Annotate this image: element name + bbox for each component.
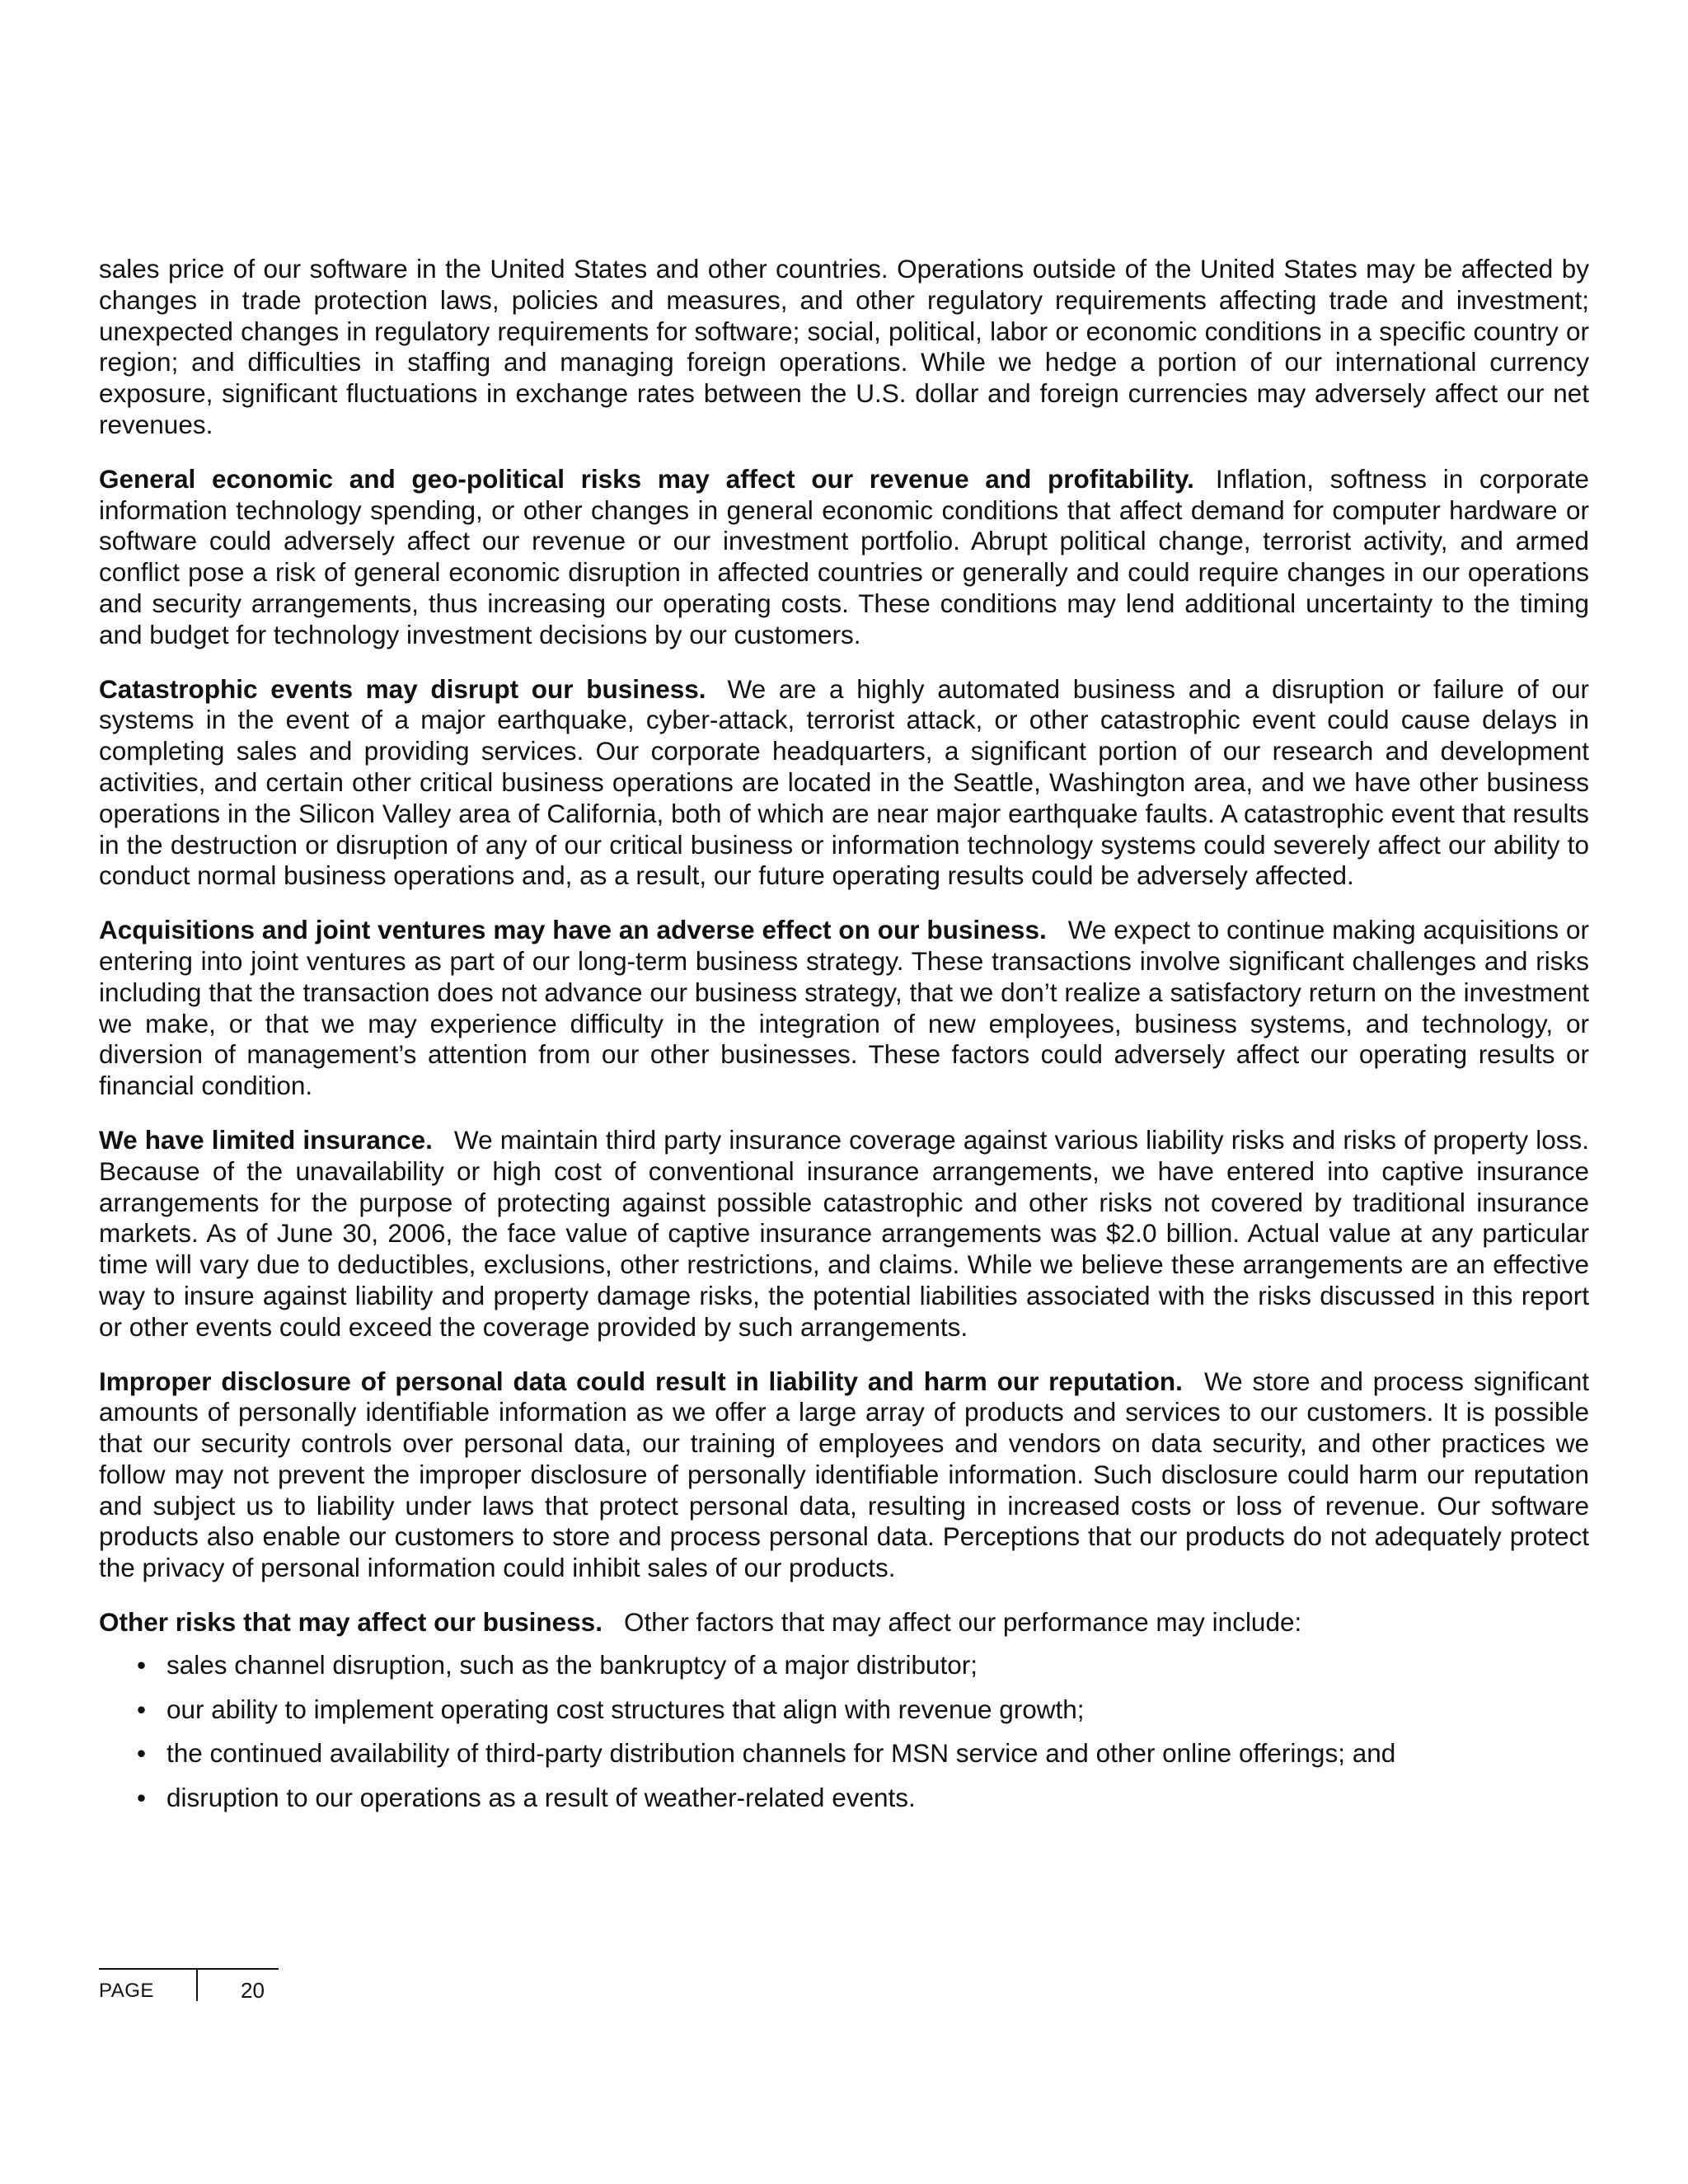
bullet-icon: •: [137, 1738, 147, 1769]
paragraph-text: We store and process significant amounts of personally identifiable information as we offer a large array of products and services to our customers. It is possible that our security controls over personal data, our training of employees and vendors on data security, and other practices we follow may not prevent the improper disclosure of personally identifiable information. Such disclosure could harm our reputation and subject us to liability under laws that protect personal data, resulting in increased costs or loss of revenue. Our software products also enable our customers to store and process personal data. Perceptions that our products do not adequately protect the privacy of personal information could inhibit sales of our products.: [99, 1366, 1589, 1583]
bullet-icon: •: [137, 1694, 147, 1724]
list-item-text: our ability to implement operating cost structures that align with revenue growth;: [166, 1694, 1085, 1724]
paragraph-other-risks: [99, 1607, 1589, 1638]
paragraph-heading: We have limited insurance.: [99, 1124, 433, 1155]
paragraph-text: sales price of our software in the United States and other countries. Operations outside of the United States may be affected by changes in trade protection laws, policies and measures, and other regulatory requirements affecting trade and investment; unexpected changes in regulatory requirements for software; social, political, labor or economic conditions in a specific country or region; and difficulties in staffing and managing foreign operations. While we hedge a portion of our international currency exposure, significant fluctuations in exchange rates between the U.S. dollar and foreign currencies may adversely affect our net revenues.: [99, 254, 1589, 439]
list-item-text: disruption to our operations as a result of weather-related events.: [166, 1783, 916, 1813]
bullet-icon: •: [137, 1783, 147, 1813]
paragraph-catastrophic-events: [99, 674, 1589, 893]
paragraph-economic-risks: [99, 464, 1589, 651]
paragraph-heading: Acquisitions and joint ventures may have an adverse effect on our business.: [99, 915, 1047, 945]
paragraph-personal-data: [99, 1366, 1589, 1585]
paragraph-text: Other factors that may affect our performance may include:: [623, 1607, 1302, 1638]
paragraph-heading: Other risks that may affect our business.: [99, 1607, 603, 1638]
footer-page-label: PAGE: [99, 1980, 154, 2002]
list-item: [137, 1738, 1589, 1769]
paragraph-intro: [99, 254, 1589, 441]
list-item-text: sales channel disruption, such as the bankruptcy of a major distributor;: [166, 1649, 978, 1680]
paragraph-acquisitions: [99, 915, 1589, 1102]
paragraph-text: We maintain third party insurance coverage against various liability risks and risks of property loss. Because of the unavailability or high cost of conventional insurance arrangements, we have entered into captive insurance arrangements for the purpose of protecting against possible catastrophic and other risks not covered by traditional insurance markets. As of June 30, 2006, the face value of captive insurance arrangements was $2.0 billion. Actual value at any particular time will vary due to deductibles, exclusions, other restrictions, and claims. While we believe these arrangements are an effective way to insure against liability and property damage risks, the potential liabilities associated with the risks discussed in this report or other events could exceed the coverage provided by such arrangements.: [99, 1124, 1589, 1342]
list-item: [137, 1650, 1589, 1681]
paragraph-limited-insurance: [99, 1125, 1589, 1343]
footer-rule: [99, 1968, 279, 1970]
footer-page-number: 20: [241, 1978, 265, 2003]
paragraph-heading: Improper disclosure of personal data could result in liability and harm our reputation.: [99, 1366, 1183, 1396]
paragraph-heading: Catastrophic events may disrupt our business.: [99, 673, 706, 704]
footer-divider: [196, 1968, 198, 2001]
bullet-icon: •: [137, 1649, 147, 1680]
list-item-text: the continued availability of third-party distribution channels for MSN service and other online offerings; and: [166, 1738, 1396, 1769]
paragraph-text: We expect to continue making acquisitions or entering into joint ventures as part of our long-term business strategy. These transactions involve significant challenges and risks including that the transaction does not advance our business strategy, that we don’t realize a satisfactory return on the investment we make, or that we may experience difficulty in the integration of new employees, business systems, and technology, or diversion of management’s attention from our other businesses. These factors could adversely affect our operating results or financial condition.: [99, 915, 1589, 1101]
page-content: [99, 254, 1589, 1827]
other-risks-list: [99, 1650, 1589, 1814]
list-item: [137, 1783, 1589, 1814]
list-item: [137, 1694, 1589, 1726]
page-footer: [99, 1968, 279, 2019]
paragraph-heading: General economic and geo-political risks may affect our revenue and profitability.: [99, 463, 1194, 494]
paragraph-text: We are a highly automated business and a disruption or failure of our systems in the event of a major earthquake, cyber-attack, terrorist attack, or other catastrophic event could cause delays in completing sales and providing services. Our corporate headquarters, a significant portion of our research and development activities, and certain other critical business operations are located in the Seattle, Washington area, and we have other business operations in the Silicon Valley area of California, both of which are near major earthquake faults. A catastrophic event that results in the destruction or disruption of any of our critical business or information technology systems could severely affect our ability to conduct normal business operations and, as a result, our future operating results could be adversely affected.: [99, 673, 1589, 891]
paragraph-text: Inflation, softness in corporate information technology spending, or other changes in general economic conditions that affect demand for computer hardware or software could adversely affect our revenue or our investment portfolio. Abrupt political change, terrorist activity, and armed conflict pose a risk of general economic disruption in affected countries or generally and could require changes in our operations and security arrangements, thus increasing our operating costs. These conditions may lend additional uncertainty to the timing and budget for technology investment decisions by our customers.: [99, 463, 1589, 649]
